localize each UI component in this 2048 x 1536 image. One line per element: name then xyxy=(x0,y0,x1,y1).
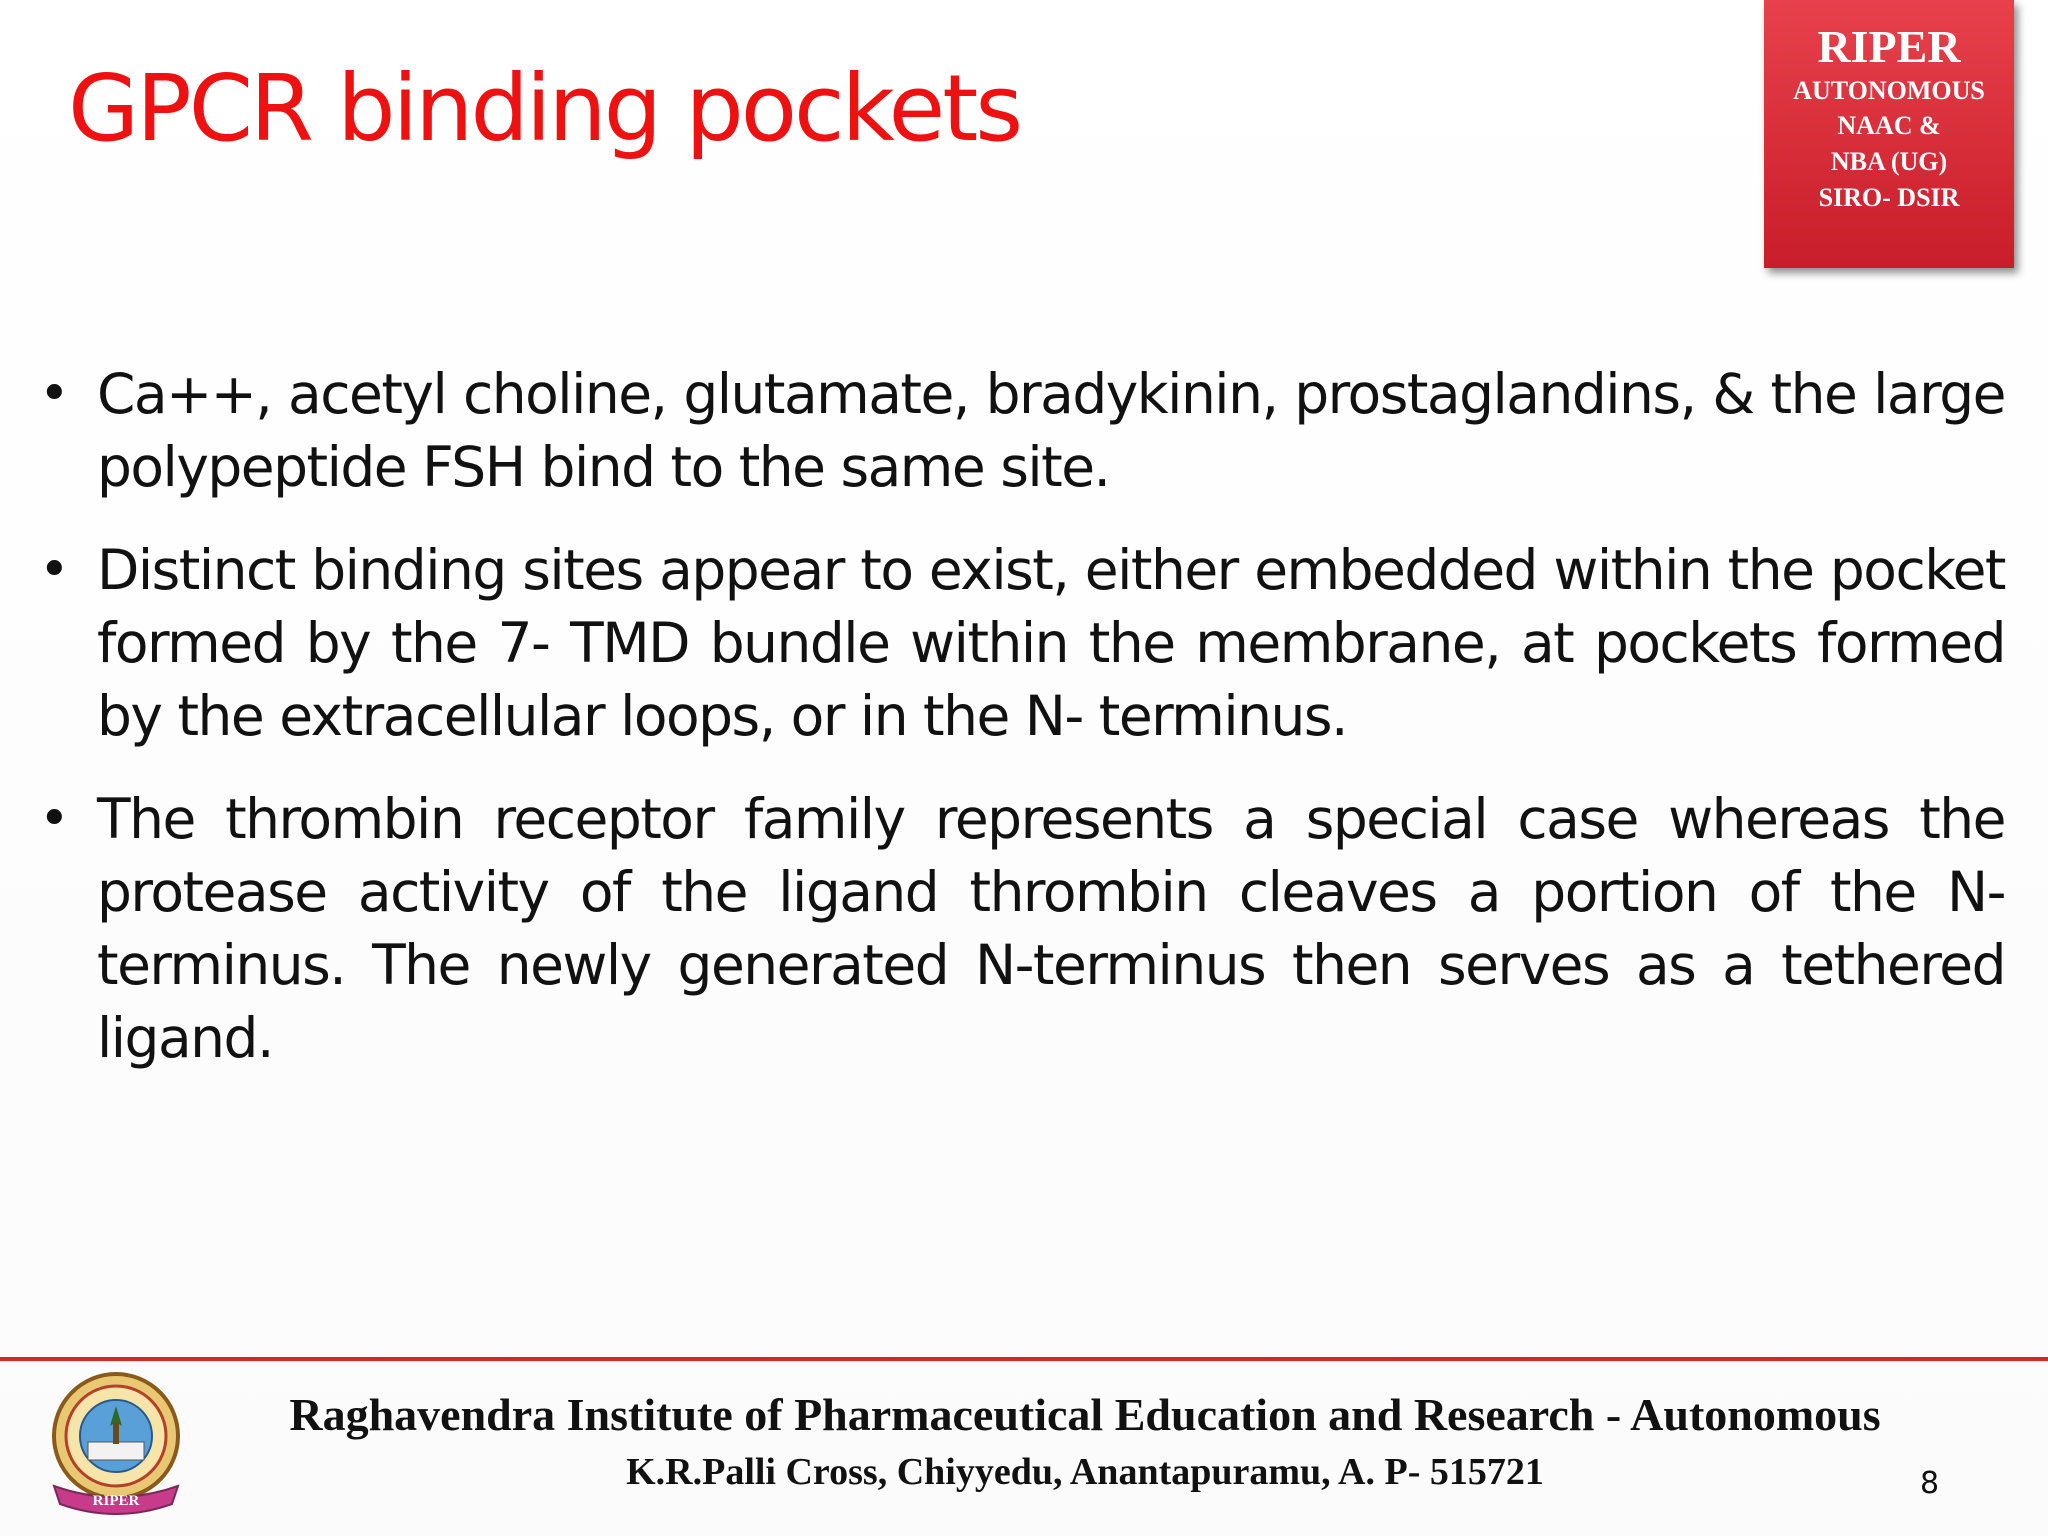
bullet-text: The thrombin receptor family represents a special case whereas the protease activity of the ligand thrombin cleaves a portion of the N- terminus. The newly generated N-terminus then serves as a tethered ligand. xyxy=(97,787,2005,1070)
institute-logo xyxy=(40,1368,192,1524)
badge-line: AUTONOMOUS xyxy=(1793,75,1985,105)
bullet-list xyxy=(39,358,2005,1105)
riper-badge xyxy=(1764,0,2014,268)
bullet-text: Distinct binding sites appear to exist, either embedded within the pocket formed by the 7- TMD bundle within the membrane, at pockets formed by the extracellular loops, or in the N- terminus. xyxy=(97,538,2005,748)
bullet-item xyxy=(39,783,2005,1075)
badge-line: NAAC & xyxy=(1837,111,1941,141)
footer-divider xyxy=(0,1357,2048,1361)
institute-name: Raghavendra Institute of Pharmaceutical Education and Research - Autonomous xyxy=(289,1389,1881,1440)
logo-ribbon-text: RIPER xyxy=(92,1493,140,1509)
bullet-item xyxy=(39,534,2005,753)
badge-main-text: RIPER xyxy=(1817,21,1961,72)
institute-address: K.R.Palli Cross, Chiyyedu, Anantapuramu, A. P- 515721 xyxy=(626,1451,1544,1493)
bullet-marker: • xyxy=(39,789,69,849)
institute-logo-graphic xyxy=(40,1368,192,1524)
bullet-marker: • xyxy=(39,364,69,424)
bullet-text: Ca++, acetyl choline, glutamate, bradykinin, prostaglandins, & the large polypeptide FSH bind to the same site. xyxy=(97,362,2005,499)
bullet-marker: • xyxy=(39,540,69,600)
badge-line: NBA (UG) xyxy=(1830,147,1948,177)
bullet-item xyxy=(39,358,2005,504)
slide-title: GPCR binding pockets xyxy=(68,55,1021,162)
badge-line: SIRO- DSIR xyxy=(1818,183,1960,213)
page-number: 8 xyxy=(1920,1466,1940,1501)
